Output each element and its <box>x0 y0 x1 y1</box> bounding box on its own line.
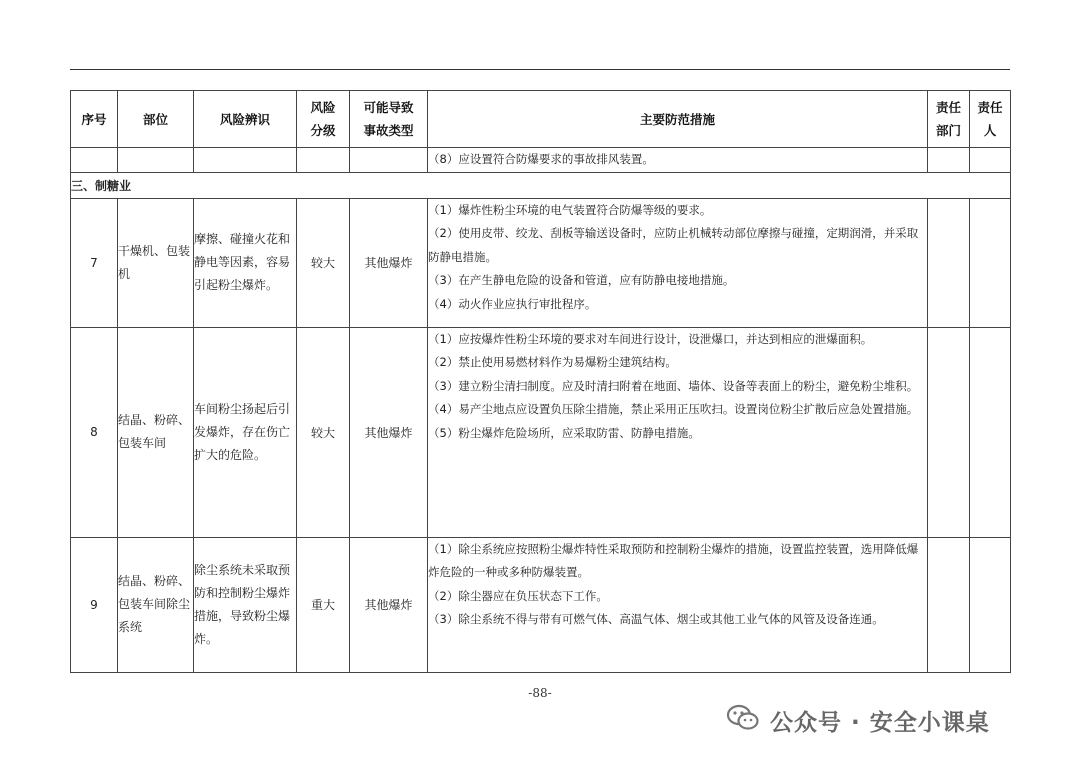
header-level: 风险分级 <box>297 91 350 148</box>
measure-item: （1）除尘系统应按照粉尘爆炸特性采取预防和控制粉尘爆炸的措施，设置监控装置，选用降低爆炸危险的一种或多种防爆装置。 <box>428 541 919 579</box>
header-person: 责任人 <box>970 91 1011 148</box>
row-person <box>970 537 1011 672</box>
header-rule <box>70 69 1010 70</box>
row-no: 9 <box>71 537 118 672</box>
header-location: 部位 <box>118 91 194 148</box>
measure-item: （3）除尘系统不得与带有可燃气体、高温气体、烟尘或其他工业气体的风管及设备连通。 <box>428 612 884 626</box>
measure-item: （4）动火作业应执行审批程序。 <box>428 296 597 311</box>
row-level: 较大 <box>297 327 350 537</box>
measure-item: （1）应按爆炸性粉尘环境的要求对车间进行设计，设泄爆口，并达到相应的泄爆面积。 <box>428 331 873 346</box>
row-location: 结晶、粉碎、包装车间 <box>118 327 194 537</box>
measure-item: （2）使用皮带、绞龙、刮板等输送设备时，应防止机械转动部位摩擦与碰撞，定期润滑，并采取防静电措施。 <box>428 226 919 264</box>
row-risk: 摩擦、碰撞火花和静电等因素，容易引起粉尘爆炸。 <box>194 198 297 327</box>
measure-item: （1）爆炸性粉尘环境的电气装置符合防爆等级的要求。 <box>428 202 712 217</box>
row-level: 重大 <box>297 537 350 672</box>
measure-item: （4）易产尘地点应设置负压除尘措施，禁止采用正压吹扫。设置岗位粉尘扩散后应急处置措施。 <box>428 402 919 416</box>
header-accident: 可能导致事故类型 <box>350 91 428 148</box>
section-row <box>71 172 1011 198</box>
row-no: 7 <box>71 198 118 327</box>
row-location: 干燥机、包装机 <box>118 198 194 327</box>
row-dept <box>928 537 970 672</box>
row-accident: 其他爆炸 <box>350 327 428 537</box>
table-row <box>71 327 1011 537</box>
section-title: 三、制糖业 <box>71 172 1011 198</box>
row-risk: 车间粉尘扬起后引发爆炸，存在伤亡扩大的危险。 <box>194 327 297 537</box>
measure-item: （2）禁止使用易燃材料作为易爆粉尘建筑结构。 <box>428 355 677 369</box>
row-accident: 其他爆炸 <box>350 198 428 327</box>
header-no: 序号 <box>71 91 118 148</box>
measure-item: （2）除尘器应在负压状态下工作。 <box>428 588 608 603</box>
row-location: 结晶、粉碎、包装车间除尘系统 <box>118 537 194 672</box>
row-person <box>970 327 1011 537</box>
row-person <box>970 198 1011 327</box>
row-no: 8 <box>71 327 118 537</box>
measures-cell <box>428 148 928 173</box>
wechat-icon <box>726 703 760 737</box>
row-level: 较大 <box>297 198 350 327</box>
row-dept <box>928 198 970 327</box>
header-risk: 风险辨识 <box>194 91 297 148</box>
header-measures: 主要防范措施 <box>428 91 928 148</box>
table-row <box>71 537 1011 672</box>
measure-item: （3）在产生静电危险的设备和管道，应有防静电接地措施。 <box>428 273 735 287</box>
table-header-row <box>71 91 1011 148</box>
risk-table <box>70 90 1011 673</box>
table-row <box>71 198 1011 327</box>
measure-item: （8）应设置符合防爆要求的事故排风装置。 <box>428 152 654 166</box>
measures-cell <box>428 537 928 672</box>
watermark <box>726 700 990 740</box>
page-number: -88- <box>528 686 552 700</box>
watermark-text: 公众号 · 安全小课桌 <box>770 709 990 736</box>
measures-cell <box>428 327 928 537</box>
row-dept <box>928 327 970 537</box>
measures-cell <box>428 198 928 327</box>
header-dept: 责任部门 <box>928 91 970 148</box>
measure-item: （5）粉尘爆炸危险场所，应采取防雷、防静电措施。 <box>428 425 700 440</box>
measure-item: （3）建立粉尘清扫制度。应及时清扫附着在地面、墙体、设备等表面上的粉尘，避免粉尘堆积。 <box>428 378 919 393</box>
row-accident: 其他爆炸 <box>350 537 428 672</box>
table-row <box>71 148 1011 173</box>
row-risk: 除尘系统未采取预防和控制粉尘爆炸措施，导致粉尘爆炸。 <box>194 537 297 672</box>
